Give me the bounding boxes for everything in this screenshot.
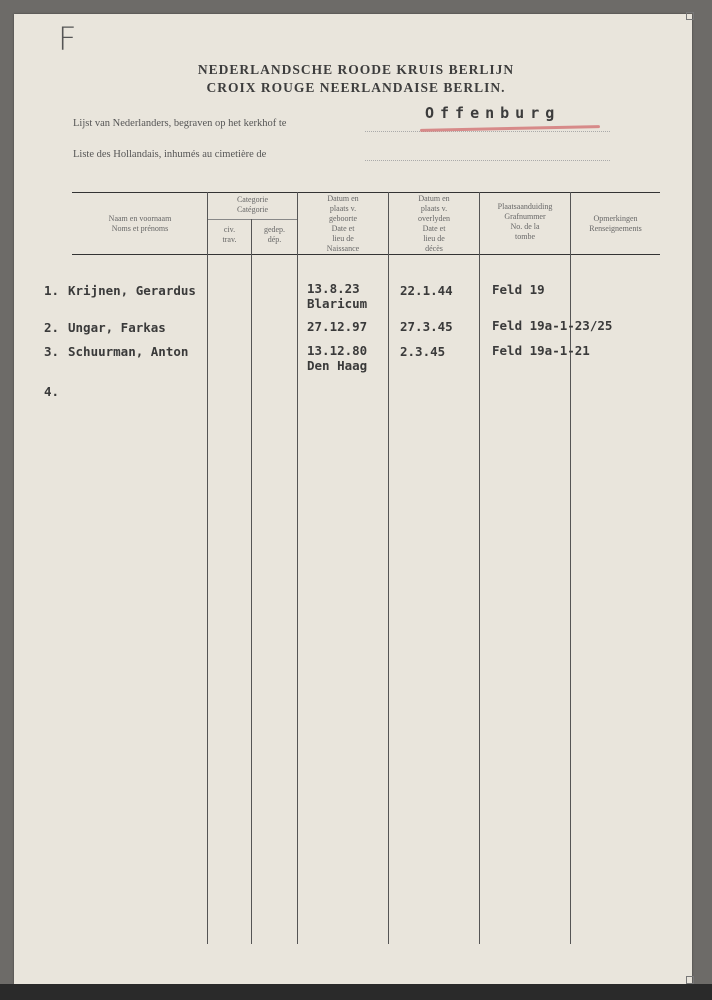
cemetery-label-dutch: Lijst van Nederlanders, begraven op het kerkhof te (73, 118, 287, 129)
header-title-dutch: NEDERLANDSCHE ROODE KRUIS BERLIJN (197, 62, 515, 77)
header-grave-1: Plaatsaanduiding (497, 202, 553, 211)
column-divider (251, 219, 252, 944)
row-grave: Feld 19a-1-21 (492, 343, 590, 358)
header-death-3: overlyden (418, 214, 450, 223)
cemetery-label-french: Liste des Hollandais, inhumés au cimetière de (73, 149, 267, 160)
header-title-french: CROIX ROUGE NEERLANDAISE BERLIN. (206, 80, 506, 95)
header-name-fr: Noms et prénoms (111, 224, 169, 233)
header-name (80, 214, 200, 234)
column-divider (570, 192, 571, 944)
row-grave: Feld 19 (492, 282, 545, 297)
header-remarks-nl: Opmerkingen (593, 214, 638, 223)
row-death: 22.1.44 (400, 283, 453, 298)
header-birth-4: Date et (331, 224, 355, 233)
header-category (208, 195, 297, 215)
header-civ-1: civ. (223, 225, 236, 234)
row-name: Schuurman, Anton (68, 344, 189, 359)
column-divider (207, 192, 208, 944)
row-birth-date: 27.12.97 (307, 319, 368, 334)
header-grave-4: tombe (515, 232, 535, 241)
row-death: 27.3.45 (400, 319, 453, 334)
header-category-nl: Categorie (236, 195, 269, 204)
handwritten-mark: F (58, 20, 77, 58)
header-civ (208, 225, 251, 245)
category-sub-rule (207, 219, 297, 220)
header-death-4: Date et (422, 224, 446, 233)
row-birth-place: Blaricum (307, 296, 368, 311)
cemetery-city: Offenburg (425, 104, 561, 122)
header-death (389, 194, 479, 254)
header-civ-2: trav. (222, 235, 237, 244)
header-gedep-1: gedep. (263, 225, 286, 234)
dotted-line (365, 160, 610, 161)
row-birth-place: Den Haag (307, 358, 368, 373)
row-birth-date: 13.12.80 (307, 343, 368, 358)
scan-border (0, 984, 712, 1000)
header-category-fr: Catégorie (236, 205, 269, 214)
row-birth-date: 13.8.23 (307, 281, 360, 296)
row-name: Krijnen, Gerardus (68, 283, 196, 298)
header-remarks (571, 214, 660, 234)
header-birth-5: lieu de (332, 234, 354, 243)
row-number: 3. (44, 344, 60, 359)
header-grave-2: Grafnummer (504, 212, 546, 221)
corner-mark (686, 976, 694, 984)
header-birth (298, 194, 388, 254)
header-gedep (252, 225, 297, 245)
row-name: Ungar, Farkas (68, 320, 166, 335)
row-grave: Feld 19a-1-23/25 (492, 318, 613, 333)
header-grave (480, 202, 570, 242)
table-top-rule (72, 192, 660, 193)
header-birth-1: Datum en (327, 194, 359, 203)
header-death-1: Datum en (418, 194, 450, 203)
row-number: 1. (44, 283, 60, 298)
header-death-6: décès (425, 244, 443, 253)
table-header-rule (72, 254, 660, 255)
header-birth-6: Naissance (326, 244, 360, 253)
header-remarks-fr: Renseignements (589, 224, 642, 233)
header-gedep-2: dép. (267, 235, 282, 244)
column-divider (388, 192, 389, 944)
dotted-line (365, 131, 610, 132)
header-name-nl: Naam en voornaam (108, 214, 172, 223)
column-divider (479, 192, 480, 944)
header-birth-3: geboorte (329, 214, 357, 223)
header-death-5: lieu de (423, 234, 445, 243)
row-number: 2. (44, 320, 60, 335)
header-grave-3: No. de la (510, 222, 540, 231)
corner-mark (686, 12, 694, 20)
column-divider (297, 192, 298, 944)
row-death: 2.3.45 (400, 344, 446, 359)
header-birth-2: plaats v. (329, 204, 357, 213)
header-death-2: plaats v. (420, 204, 448, 213)
row-number: 4. (44, 384, 60, 399)
